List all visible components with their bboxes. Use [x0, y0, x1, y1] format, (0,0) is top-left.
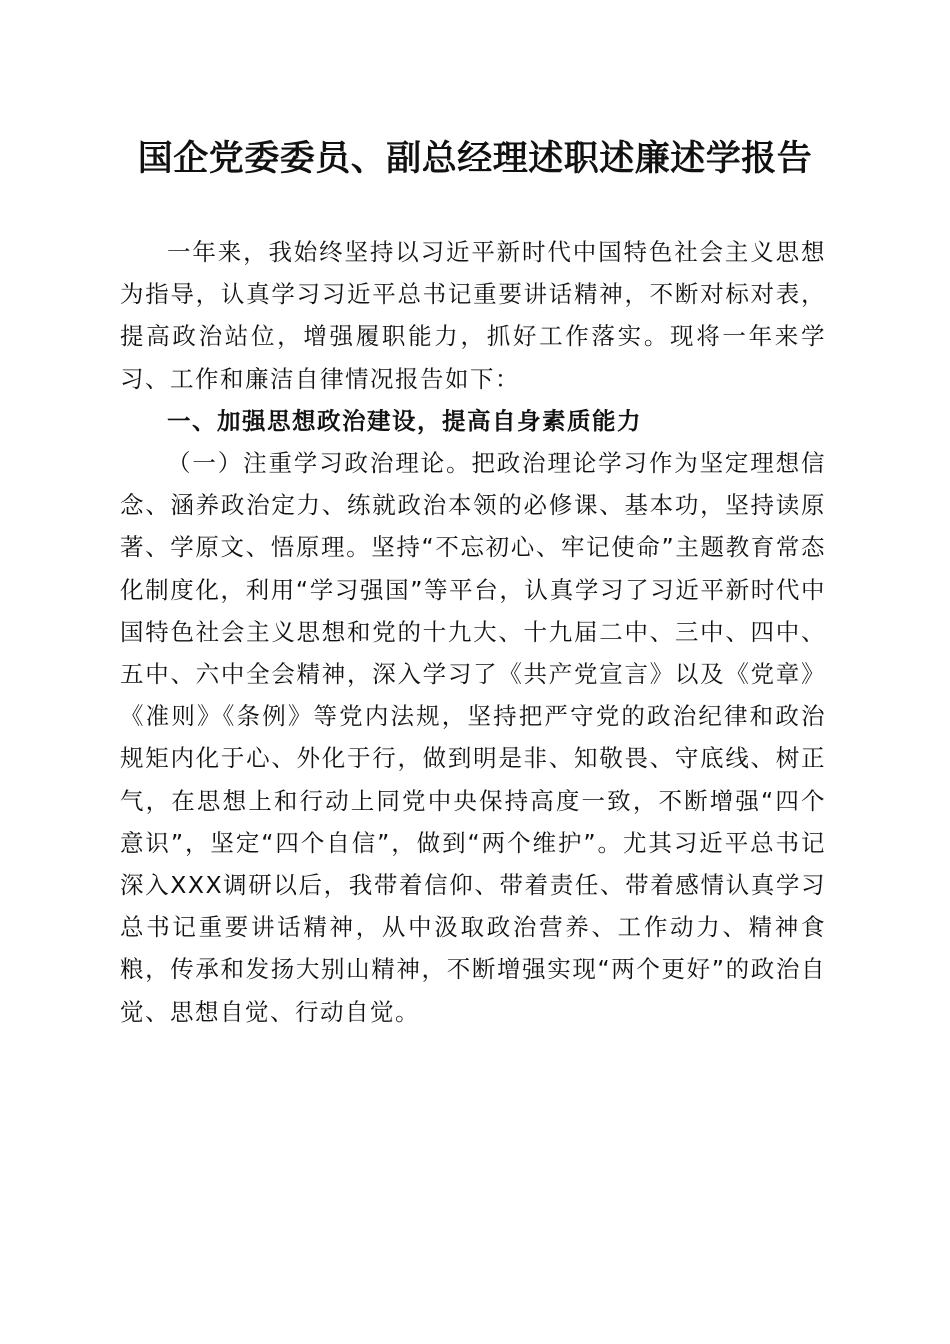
- subsection-paragraph: [120, 442, 826, 1033]
- document-body: [120, 231, 826, 1033]
- intro-paragraph: 一年来，我始终坚持以习近平新时代中国特色社会主义思想为指导，认真学习习近平总书记重要讲话精神，不断对标对表，提高政治站位，增强履职能力，抓好工作落实。现将一年来学习、工作和廉洁自律情况报告如下：: [120, 238, 826, 393]
- subsection-lead: （一）注重学习政治理论。: [167, 449, 472, 478]
- document-title: 国企党委委员、副总经理述职述廉述学报告: [137, 138, 813, 179]
- subsection-body: 把政治理论学习作为坚定理想信念、涵养政治定力、练就政治本领的必修课、基本功，坚持读原著、学原文、悟原理。坚持“不忘初心、牢记使命”主题教育常态化制度化，利用“学习强国”等平台，认真学习了习近平新时代中国特色社会主义思想和党的十九大、十九届二中、三中、四中、五中、六中全会精神，深入学习了《共产党宣言》以及《党章》《准则》《条例》等党内法规，坚持把严守党的政治纪律和政治规矩内化于心、外化于行，做到明是非、知敬畏、守底线、树正气，在思想上和行动上同党中央保持高度一致，不断增强“四个意识”，坚定“四个自信”，做到“两个维护”。尤其习近平总书记深入XXX调研以后，我带着信仰、带着责任、带着感情认真学习总书记重要讲话精神，从中汲取政治营养、工作动力、精神食粮，传承和发扬大别山精神，不断增强实现“两个更好”的政治自觉、思想自觉、行动自觉。: [120, 449, 827, 1026]
- section-heading: 一、加强思想政治建设，提高自身素质能力: [167, 406, 642, 435]
